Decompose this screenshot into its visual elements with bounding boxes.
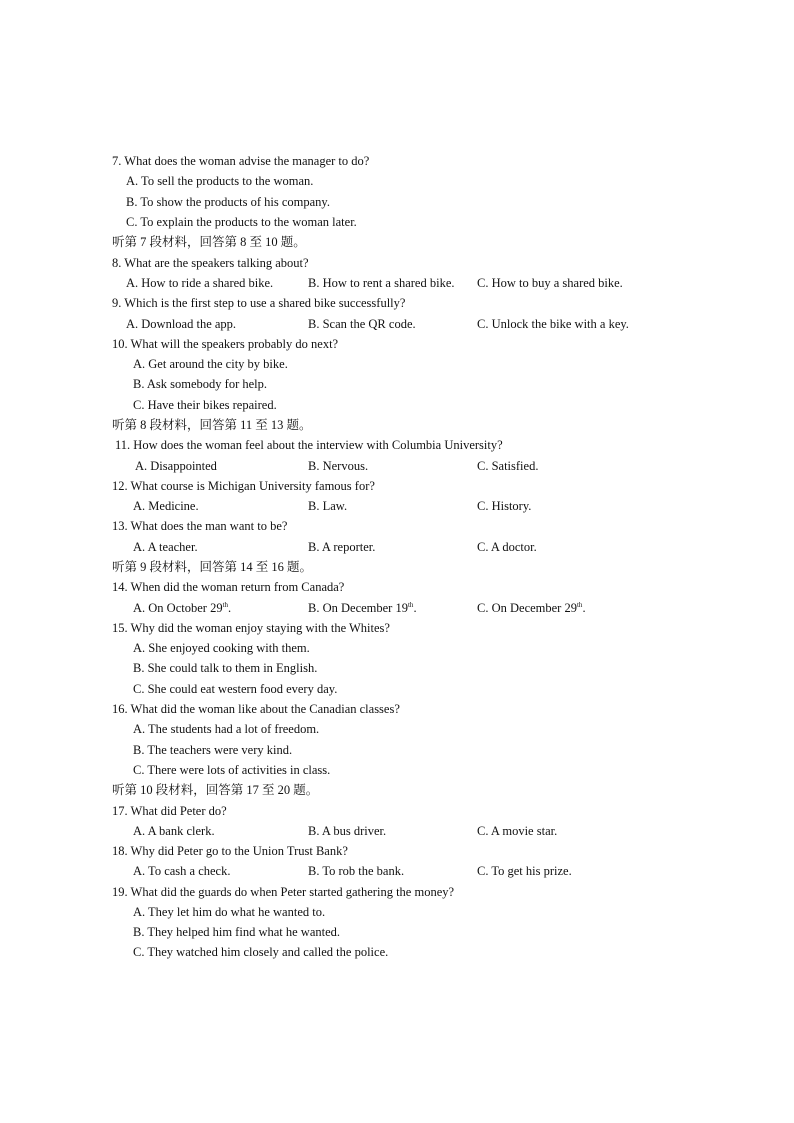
q16-option-c: C. There were lots of activities in class.: [133, 763, 331, 777]
question-8: 8. What are the speakers talking about?: [112, 256, 309, 270]
q15-option-a: A. She enjoyed cooking with them.: [133, 641, 310, 655]
q17-option-b: B. A bus driver.: [308, 824, 387, 838]
q7-option-b: B. To show the products of his company.: [126, 195, 330, 209]
q11-option-b: B. Nervous.: [308, 459, 369, 473]
q9-option-a: A. Download the app.: [126, 317, 237, 331]
q8-option-c: C. How to buy a shared bike.: [477, 276, 623, 290]
q19-option-b: B. They helped him find what he wanted.: [133, 925, 341, 939]
q12-option-c: C. History.: [477, 499, 532, 513]
q13-option-b: B. A reporter.: [308, 540, 376, 554]
ordinal-suffix: th: [576, 601, 583, 609]
q11-option-c: C. Satisfied.: [477, 459, 539, 473]
q10-option-b: B. Ask somebody for help.: [133, 377, 268, 391]
section-heading-10: 听第 10 段材料，回答第 17 至 20 题。: [112, 783, 319, 797]
question-7: 7. What does the woman advise the manager to do?: [112, 154, 370, 168]
q14-option-a-text: A. On October 29: [133, 601, 223, 615]
q18-option-a: A. To cash a check.: [133, 864, 231, 878]
q12-option-b: B. Law.: [308, 499, 348, 513]
q17-option-a: A. A bank clerk.: [133, 824, 215, 838]
question-19: 19. What did the guards do when Peter started gathering the money?: [112, 885, 455, 899]
question-16: 16. What did the woman like about the Canadian classes?: [112, 702, 400, 716]
q18-option-b: B. To rob the bank.: [308, 864, 405, 878]
q8-option-a: A. How to ride a shared bike.: [126, 276, 274, 290]
question-9: 9. Which is the first step to use a shared bike successfully?: [112, 296, 406, 310]
q18-option-c: C. To get his prize.: [477, 864, 572, 878]
q14-option-c-text: C. On December 29: [477, 601, 577, 615]
q8-option-b: B. How to rent a shared bike.: [308, 276, 455, 290]
q12-option-a: A. Medicine.: [133, 499, 199, 513]
q9-option-b: B. Scan the QR code.: [308, 317, 416, 331]
q10-option-a: A. Get around the city by bike.: [133, 357, 288, 371]
question-13: 13. What does the man want to be?: [112, 519, 288, 533]
q15-option-b: B. She could talk to them in English.: [133, 661, 318, 675]
q14-option-b-text: B. On December 19: [308, 601, 408, 615]
ordinal-suffix: th: [222, 601, 229, 609]
question-12: 12. What course is Michigan University famous for?: [112, 479, 375, 493]
section-heading-7: 听第 7 段材料，回答第 8 至 10 题。: [112, 235, 306, 249]
q16-option-b: B. The teachers were very kind.: [133, 743, 293, 757]
q19-option-c: C. They watched him closely and called the police.: [133, 945, 389, 959]
q14-option-b: B. On December 19th.: [308, 601, 417, 615]
q17-option-c: C. A movie star.: [477, 824, 558, 838]
question-17: 17. What did Peter do?: [112, 804, 227, 818]
q9-option-c: C. Unlock the bike with a key.: [477, 317, 629, 331]
section-heading-8: 听第 8 段材料，回答第 11 至 13 题。: [112, 418, 312, 432]
section-heading-9: 听第 9 段材料，回答第 14 至 16 题。: [112, 560, 313, 574]
q11-option-a: A. Disappointed: [135, 459, 217, 473]
question-10: 10. What will the speakers probably do next?: [112, 337, 339, 351]
q7-option-c: C. To explain the products to the woman later.: [126, 215, 357, 229]
q14-option-a: A. On October 29th.: [133, 601, 232, 615]
question-14: 14. When did the woman return from Canada?: [112, 580, 345, 594]
q13-option-a: A. A teacher.: [133, 540, 198, 554]
q15-option-c: C. She could eat western food every day.: [133, 682, 338, 696]
q19-option-a: A. They let him do what he wanted to.: [133, 905, 326, 919]
q13-option-c: C. A doctor.: [477, 540, 537, 554]
q14-option-c: C. On December 29th.: [477, 601, 586, 615]
q7-option-a: A. To sell the products to the woman.: [126, 174, 314, 188]
ordinal-suffix: th: [407, 601, 414, 609]
q16-option-a: A. The students had a lot of freedom.: [133, 722, 320, 736]
question-18: 18. Why did Peter go to the Union Trust Bank?: [112, 844, 348, 858]
q10-option-c: C. Have their bikes repaired.: [133, 398, 277, 412]
question-15: 15. Why did the woman enjoy staying with the Whites?: [112, 621, 390, 635]
question-11: 11. How does the woman feel about the interview with Columbia University?: [115, 438, 503, 452]
